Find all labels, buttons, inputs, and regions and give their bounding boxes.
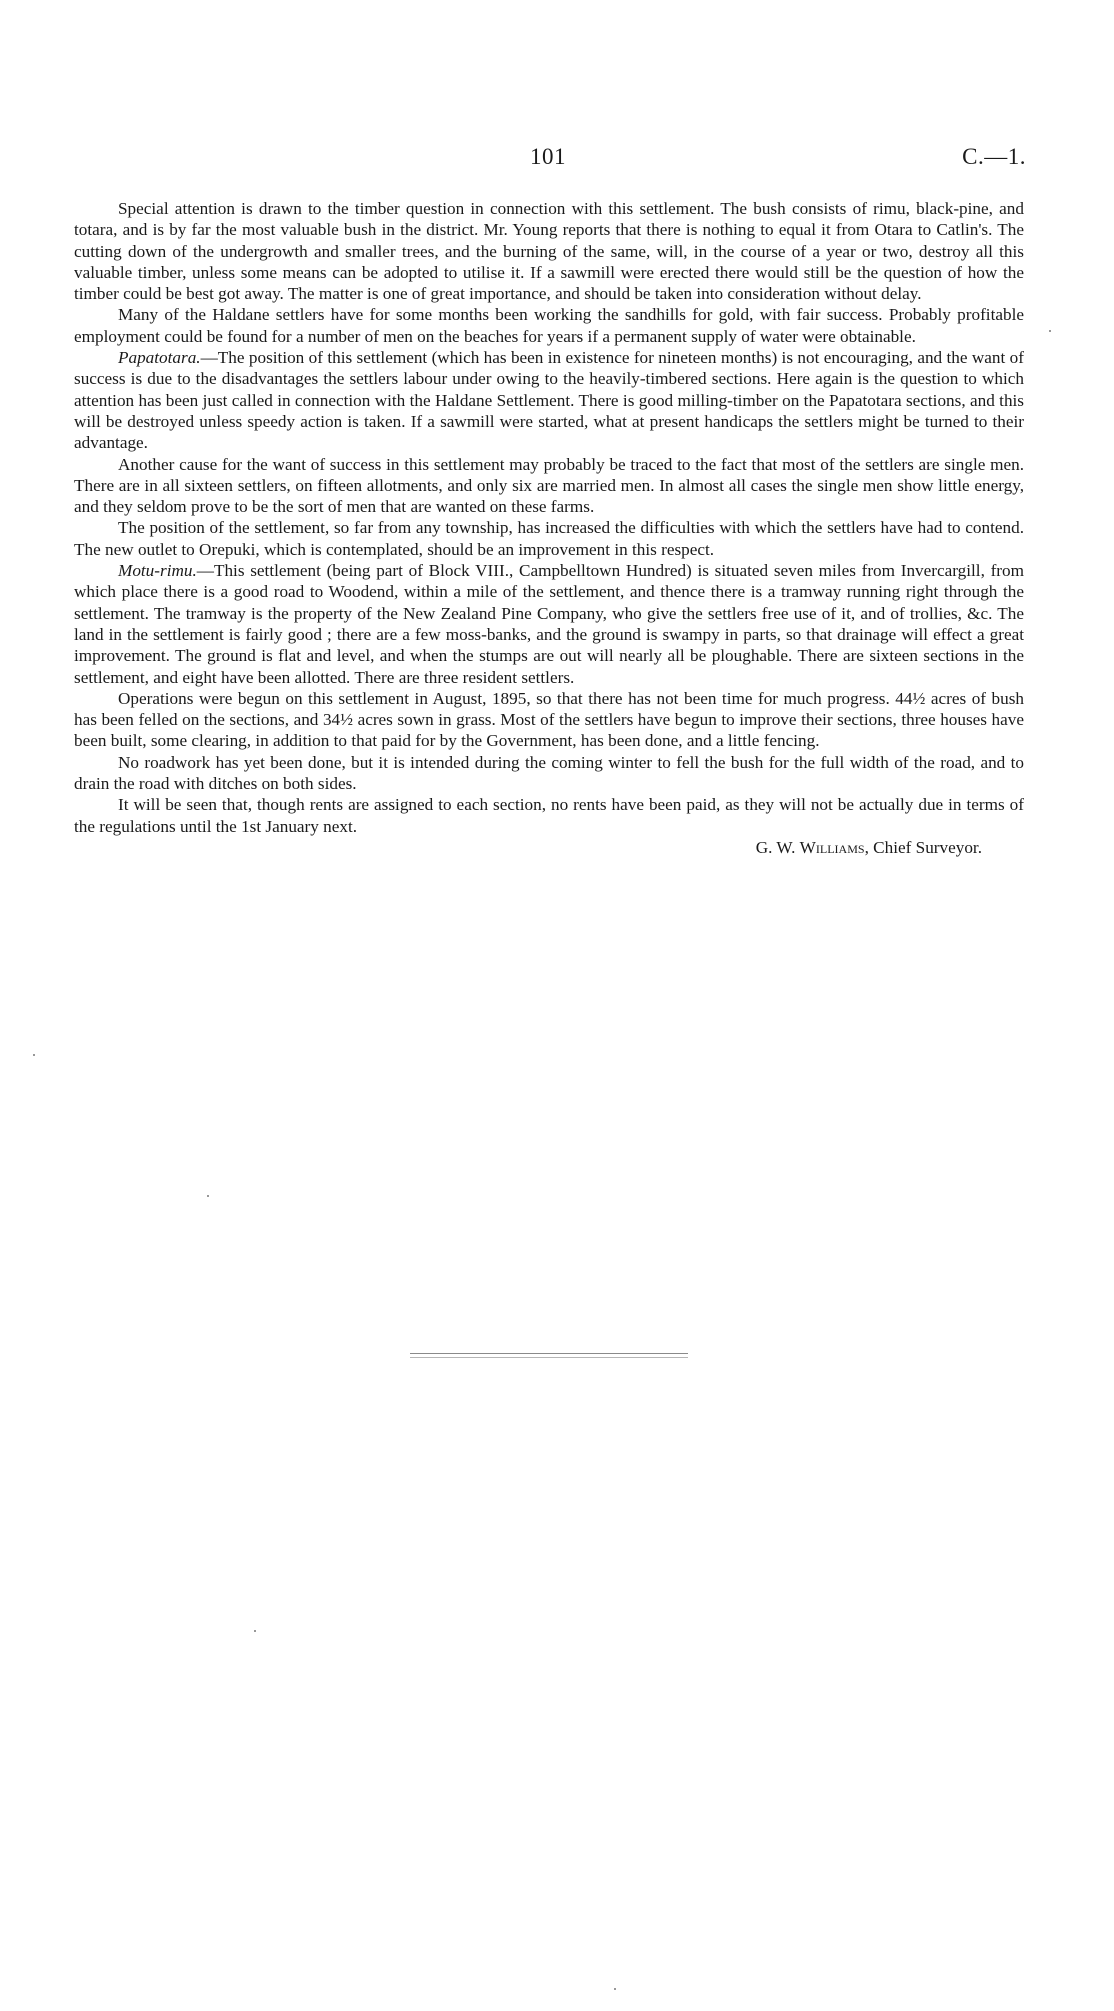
paragraph-rents: [74, 794, 1024, 837]
signature-surname: Williams: [799, 837, 865, 857]
paragraph-text: Operations were begun on this settlement in August, 1895, so that there has not been time for much progress. 44½ acres of bush has been felled on the sections, and 34½ acres sown in grass. Most of the settlers have begun to improve their sections, three houses have been built, some clearing, in addition to that paid for by the Government, has been done, and a little fencing.: [74, 688, 1024, 751]
paragraph-text: Special attention is drawn to the timber question in connection with this settlement. The bush consists of rimu, black-pine, and totara, and is by far the most valuable bush in the district. Mr. Young reports that there is nothing to equal it from Otara to Catlin's. The cutting down of the undergrowth and smaller trees, and the burning of the same, will, in the course of a year or two, destroy all this valuable timber, unless some means can be adopted to utilise it. If a sawmill were erected there would still be the question of how the timber could be best got away. The matter is one of great importance, and should be taken into consideration without delay.: [74, 199, 1024, 304]
paragraph-haldane-gold: [74, 304, 1024, 347]
paragraph-roadwork: [74, 752, 1024, 795]
paragraph-text: No roadwork has yet been done, but it is intended during the coming winter to fell the bush for the full width of the road, and to drain the road with ditches on both sides.: [74, 752, 1024, 794]
page-number: 101: [530, 144, 566, 169]
paragraph-text: —This settlement (being part of Block VIII., Campbelltown Hundred) is situated seven miles from Invercargill, from which place there is a good road to Woodend, within a mile of the settlement, and thence there is a tramway running right through the settlement. The tramway is the property of the New Zealand Pine Company, who give the settlers free use of it, and of trollies, &c. The land in the settlement is fairly good ; there are a few moss-banks, and the ground is swampy in parts, so that drainage will effect a great improvement. The ground is flat and level, and when the stumps are out will nearly all be ploughable. There are sixteen sections in the settlement, and eight have been allotted. There are three resident settlers.: [74, 561, 1024, 687]
signature-line: [74, 837, 1024, 858]
paragraph-text: The position of the settlement, so far from any township, has increased the difficulties with which the settlers have had to contend. The new outlet to Orepuki, which is contemplated, should be an improvement in this respect.: [74, 518, 1024, 559]
scan-speck: [207, 1195, 209, 1197]
page-header: [0, 144, 1114, 176]
document-reference: C.—1.: [962, 144, 1026, 169]
paragraph-text: Another cause for the want of success in this settlement may probably be traced to the fact that most of the settlers are single men. There are in all sixteen settlers, on fifteen allotments, and only six are married men. In almost all cases the single men show little energy, and they seldom prove to be the sort of men that are wanted on these farms.: [74, 454, 1024, 517]
paragraph-text: It will be seen that, though rents are assigned to each section, no rents have been paid, as they will not be actually due in terms of the regulations until the 1st January next.: [74, 795, 1024, 836]
settlement-heading: Papatotara.: [118, 348, 201, 368]
paragraph-timber-question: [74, 198, 1024, 304]
scan-speck: [254, 1630, 256, 1632]
paragraph-operations: [74, 688, 1024, 752]
paragraph-papatotara: [74, 347, 1024, 453]
scan-speck: [614, 1988, 616, 1990]
settlement-heading: Motu-rimu.: [118, 561, 197, 581]
paragraph-text: —The position of this settlement (which has been in existence for nineteen months) is not encouraging, and the want of success is due to the disadvantages the settlers labour under owing to the heavily-timbered sections. Here again is the question to which attention has been just called in connection with the Haldane Settlement. There is good milling-timber on the Papatotara sections, and this will be destroyed unless speedy action is taken. If a sawmill were started, what at present handicaps the settlers might be turned to their advantage.: [74, 348, 1024, 453]
paragraph-single-men: [74, 454, 1024, 518]
scan-speck: [33, 1054, 35, 1056]
section-divider-rule: [410, 1353, 688, 1358]
signature-initials: G. W.: [755, 837, 796, 857]
scan-speck: [1049, 330, 1051, 332]
paragraph-township-distance: [74, 517, 1024, 560]
report-body: [74, 198, 1024, 858]
paragraph-motu-rimu: [74, 560, 1024, 688]
paragraph-text: Many of the Haldane settlers have for some months been working the sandhills for gold, with fair success. Probably profitable employment could be found for a number of men on the beaches for years if a permanent supply of water were obtainable.: [74, 305, 1024, 346]
signature-title: , Chief Surveyor.: [864, 837, 982, 857]
